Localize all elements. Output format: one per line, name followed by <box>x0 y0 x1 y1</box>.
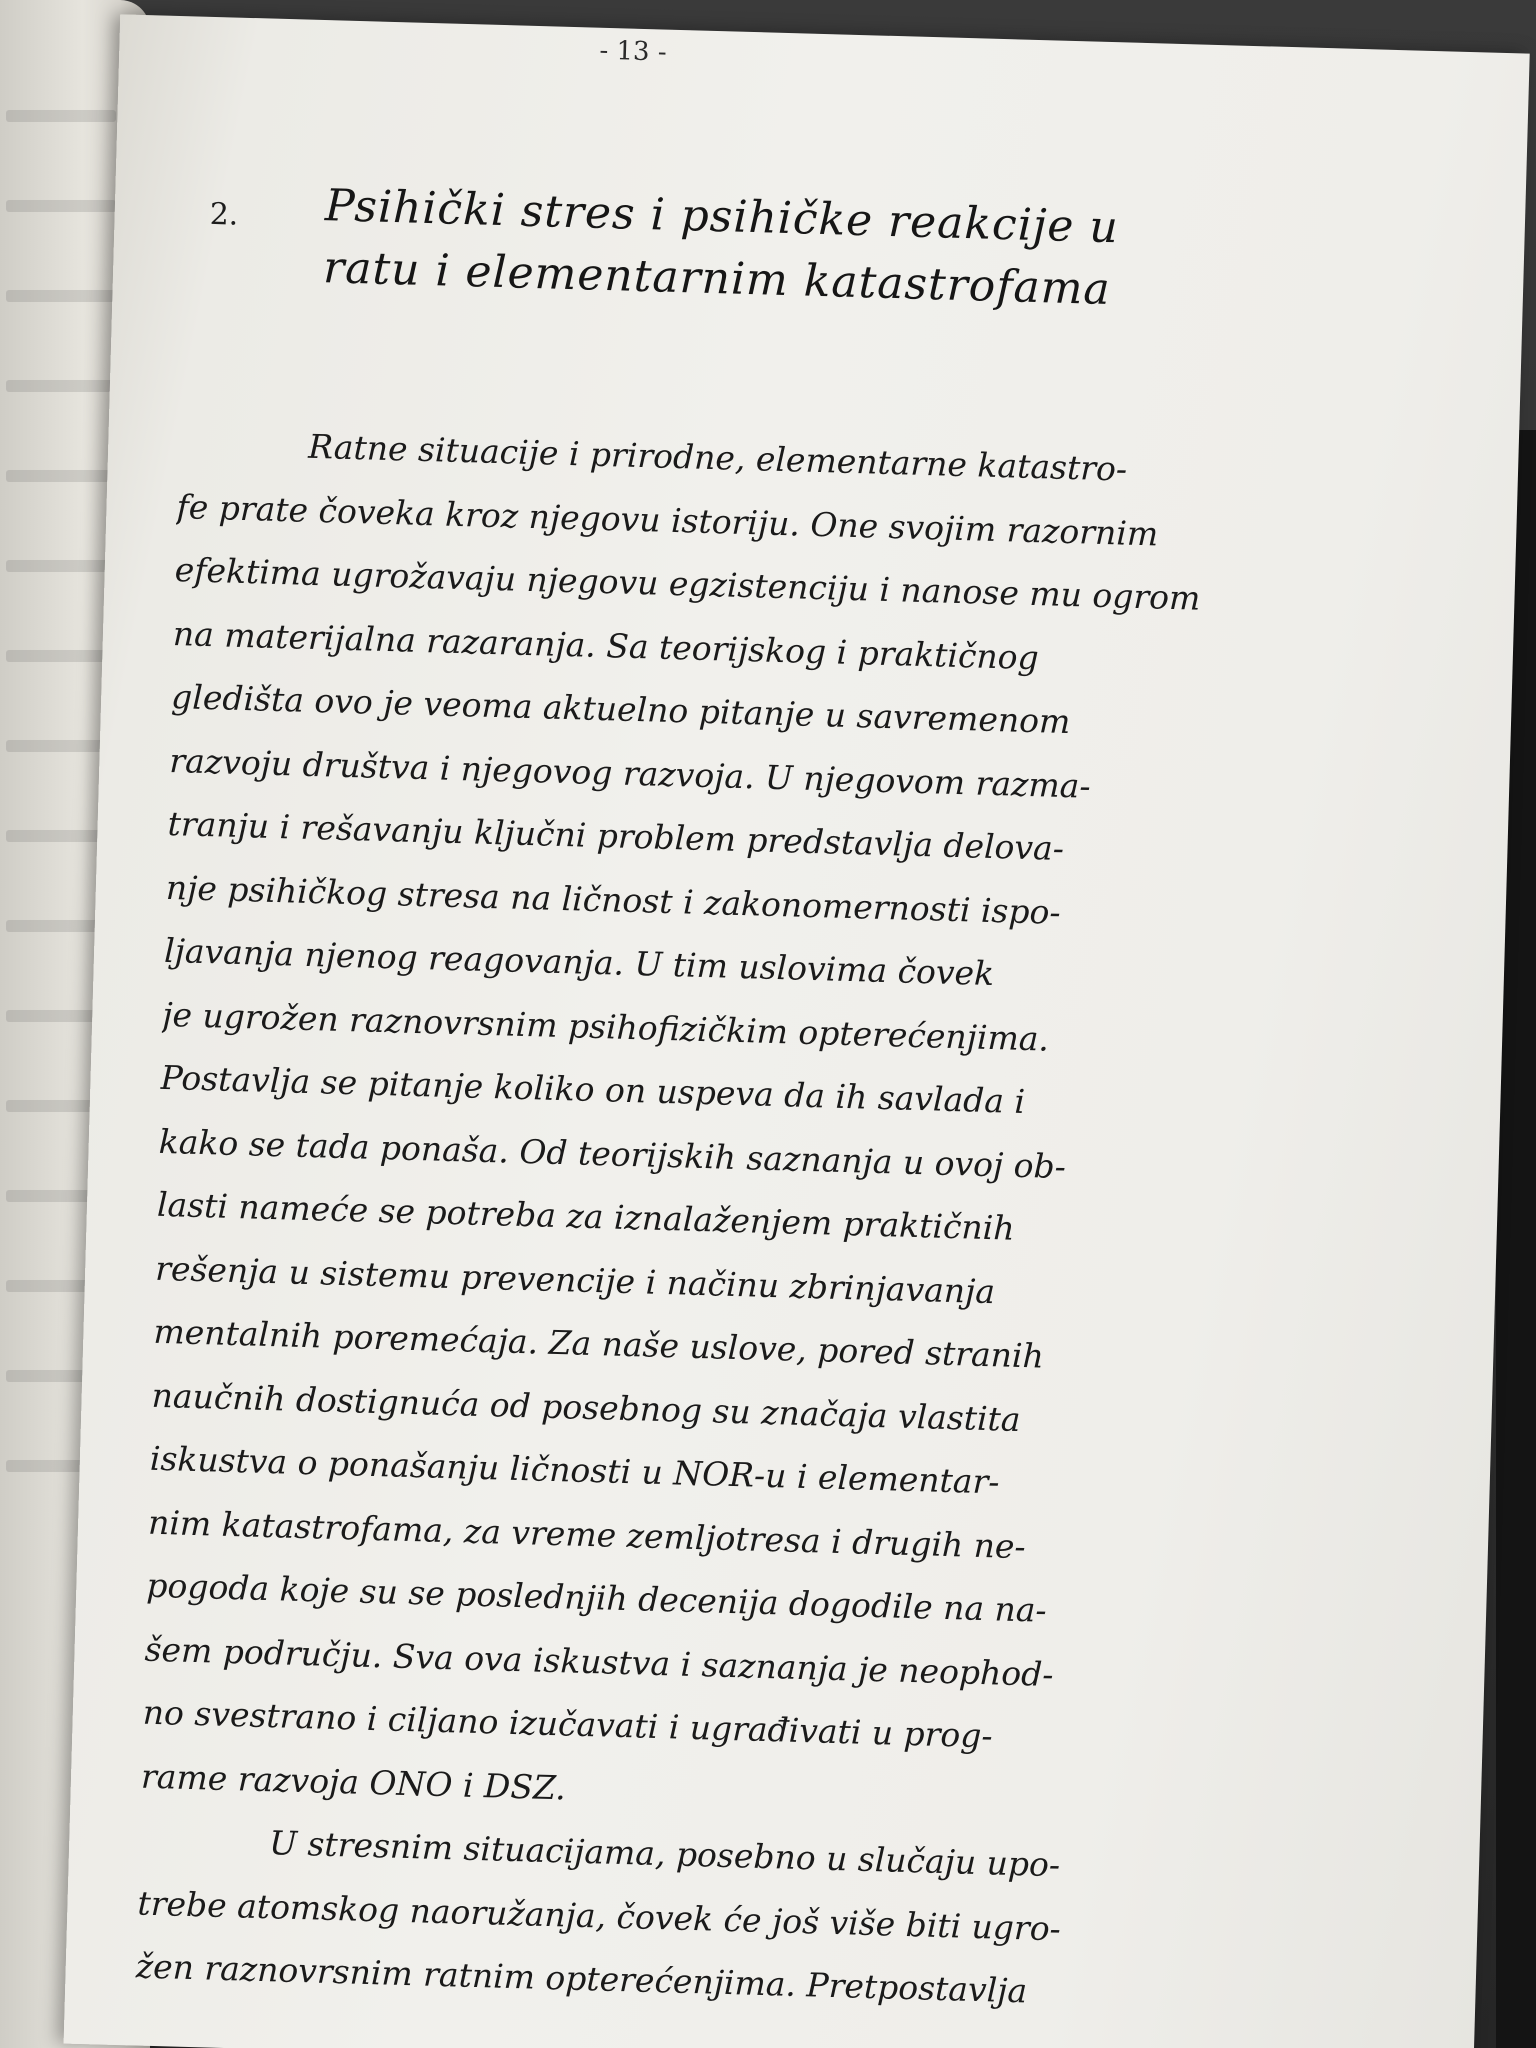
heading-line: ratu i elementarnim katastrofama <box>322 242 1112 316</box>
text-line: tranju i rešavanju ključni problem predstavlja delova- <box>167 803 1065 868</box>
text-line: U stresnim situacijama, posebno u slučaju upo- <box>268 1823 1061 1885</box>
left-page-text-ghost <box>6 290 116 302</box>
right-page <box>64 14 1530 2048</box>
text-line: na materijalna razaranja. Sa teorijskog i praktičnog <box>172 613 1040 677</box>
page-number: - 13 - <box>599 35 668 68</box>
handwritten-body <box>135 411 1409 2032</box>
text-line: rešenja u sistemu prevencije i načinu zbrinjavanja <box>154 1248 996 1311</box>
text-line: ljavanja njenog reagovanja. U tim uslovima čovek <box>163 930 995 994</box>
left-page-text-ghost <box>6 650 116 662</box>
left-page-text-ghost <box>6 470 116 482</box>
text-line: rame razvoja ONO i DSZ. <box>140 1756 567 1807</box>
text-line: kako se tada ponaša. Od teorijskih saznanja u ovoj ob- <box>158 1121 1067 1186</box>
text-line: mentalnih poremećaja. Za naše uslove, pored stranih <box>152 1311 1045 1376</box>
text-line: lasti nameće se potreba za iznalaženjem praktičnih <box>156 1184 1016 1248</box>
text-line: Ratne situacije i prirodne, elementarne katastro- <box>307 426 1128 489</box>
section-number: 2. <box>209 196 239 233</box>
left-page-text-ghost <box>6 110 116 122</box>
text-line: no svestrano i ciljano izučavati i ugrađivati u prog- <box>142 1692 994 1756</box>
left-page-text-ghost <box>6 200 116 212</box>
text-line: je ugrožen raznovrsnim psihofizičkim opterećenjima. <box>161 994 1050 1059</box>
text-line: trebe atomskog naoružanja, čovek će još više biti ugro- <box>137 1883 1062 1948</box>
heading-line: Psihički stres i psihičke reakcije u <box>324 180 1120 254</box>
text-line: fe prate čoveka kroz njegovu istoriju. One svojim razornim <box>176 486 1159 553</box>
left-page-text-ghost <box>6 380 116 392</box>
text-line: žen raznovrsnim ratnim opterećenjima. Pretpostavlja <box>135 1946 1028 2011</box>
text-line: iskustva o ponašanju ličnosti u NOR-u i elementar- <box>149 1438 1001 1502</box>
text-line: nim katastrofama, za vreme zemljotresa i drugih ne- <box>147 1502 1027 1566</box>
left-page-text-ghost <box>6 560 116 572</box>
text-line: naučnih dostignuća od posebnog su značaja vlastita <box>151 1375 1022 1439</box>
text-line: nje psihičkog stresa na ličnost i zakonomernosti ispo- <box>165 867 1062 932</box>
text-line: Postavlja se pitanje koliko on uspeva da ih savlada i <box>160 1057 1026 1121</box>
section-heading <box>322 175 1325 327</box>
text-line: gledišta ovo je veoma aktuelno pitanje u savremenom <box>170 677 1071 742</box>
text-line: efektima ugrožavaju njegovu egzistenciju i nanose mu ogrom <box>174 550 1201 618</box>
text-line: šem području. Sva ova iskustva i saznanja je neophod- <box>144 1629 1055 1694</box>
text-line: razvoju društva i njegovog razvoja. U njegovom razma- <box>168 740 1092 806</box>
text-line: pogoda koje su se poslednjih decenija dogodile na na- <box>145 1565 1048 1630</box>
